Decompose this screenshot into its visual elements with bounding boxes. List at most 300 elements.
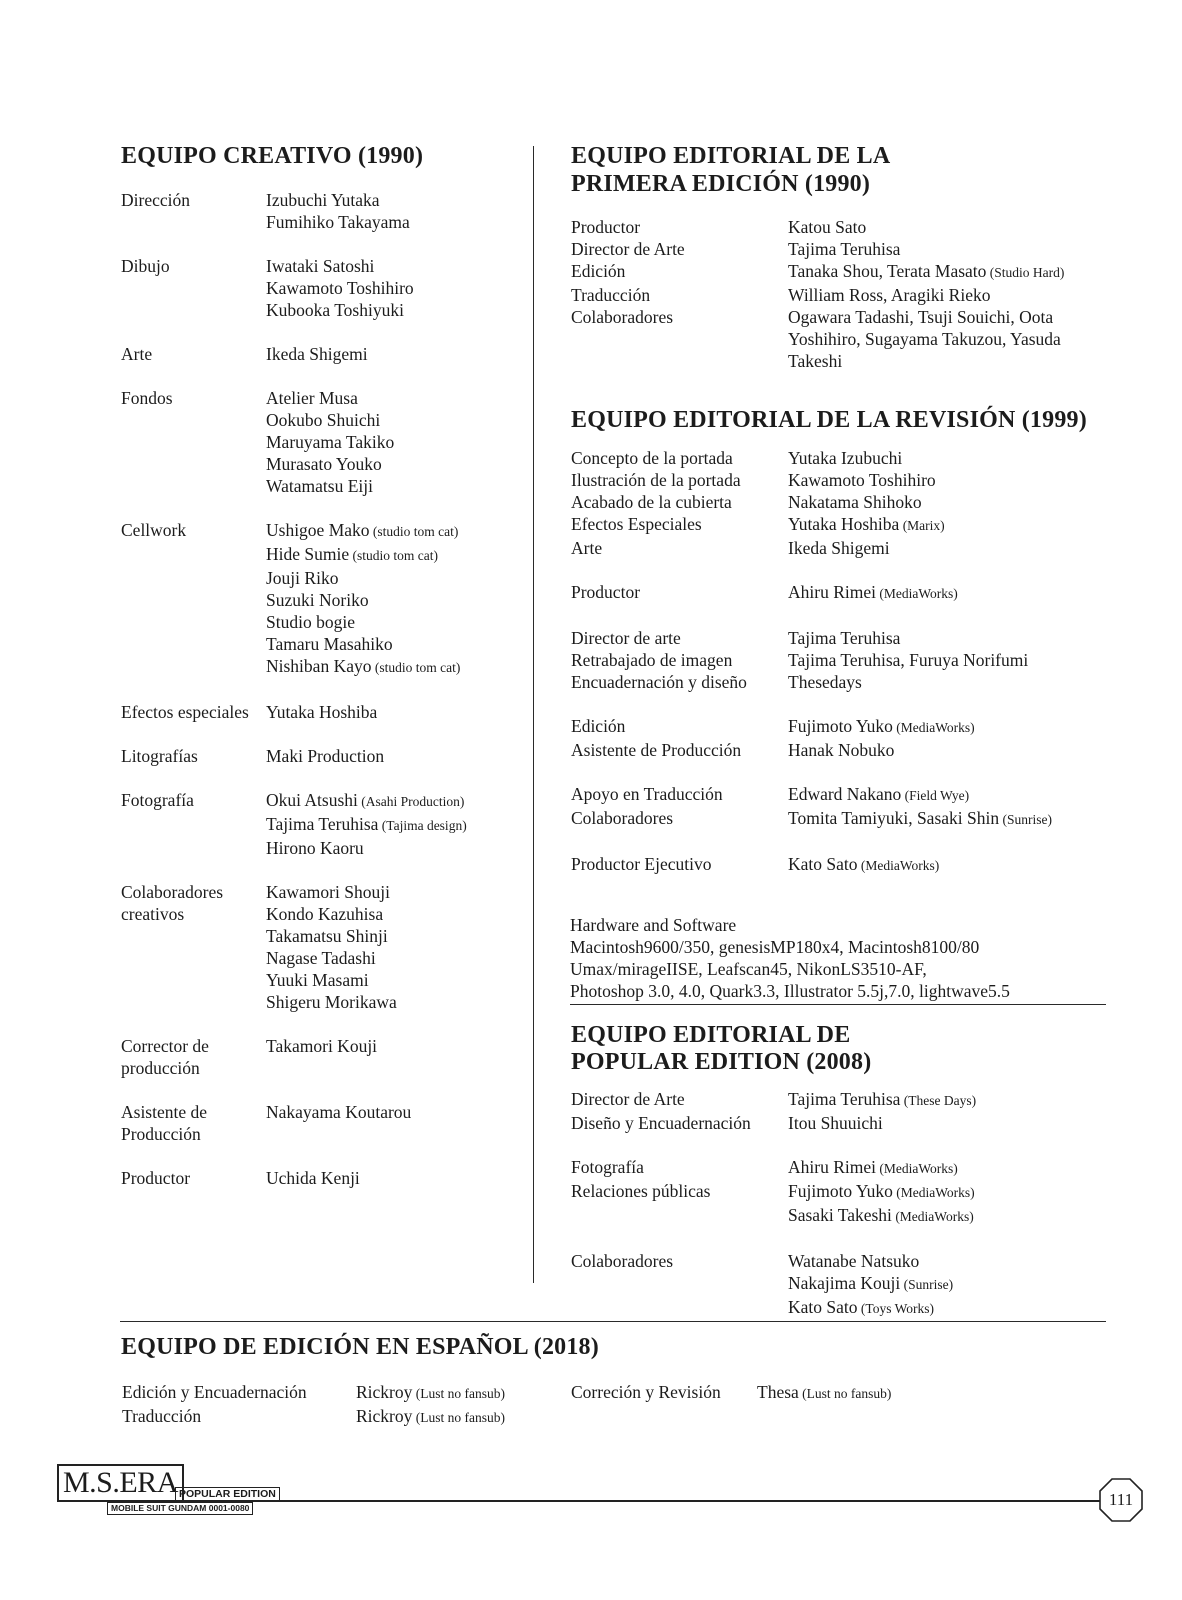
revision-title: EQUIPO EDITORIAL DE LA REVISIÓN (1999) <box>571 407 1087 433</box>
credit-name: Kondo Kazuhisa <box>266 904 384 924</box>
credit-name: Takamori Kouji <box>266 1036 378 1056</box>
hardware-heading: Hardware and Software <box>570 915 737 935</box>
credit-affiliation: (MediaWorks) <box>896 1185 975 1200</box>
credit-name-line <box>266 589 521 611</box>
credit-name-line <box>266 409 521 431</box>
credit-group <box>121 1167 521 1189</box>
credit-row <box>571 537 1111 559</box>
credit-group <box>571 1156 1111 1228</box>
credit-group <box>121 519 521 679</box>
credit-names <box>788 447 1111 469</box>
credit-names <box>266 189 521 233</box>
credit-role: Edición <box>571 261 626 281</box>
credit-role: Colaboradores <box>571 307 674 327</box>
credit-names <box>788 581 1111 605</box>
credit-row <box>571 284 1111 306</box>
credit-name-line <box>788 447 1111 469</box>
credit-name: Yuuki Masami <box>266 970 369 990</box>
credit-role: Acabado de la cubierta <box>571 492 732 512</box>
credit-name-line <box>266 431 521 453</box>
credit-affiliation: (studio tom cat) <box>372 524 459 539</box>
credit-group <box>571 216 1111 372</box>
credit-name: Tamaru Masahiko <box>266 634 393 654</box>
credit-role: Fondos <box>121 388 173 408</box>
credit-name: Tomita Tamiyuki, Sasaki Shin <box>788 808 1000 828</box>
spanish-team-credits-right <box>571 1381 1111 1427</box>
credit-role: Corrector de producción <box>121 1036 209 1078</box>
column-divider <box>533 146 534 1283</box>
credit-name-line <box>788 807 1111 831</box>
credit-row <box>571 715 1111 739</box>
first-edition-credits <box>571 216 1111 394</box>
credit-role: Retrabajado de imagen <box>571 650 733 670</box>
credit-name-line <box>788 1272 1111 1296</box>
credit-role: Traducción <box>122 1406 202 1426</box>
credit-name-line <box>788 350 1111 372</box>
credit-row <box>571 447 1111 469</box>
credit-names <box>266 519 521 679</box>
credit-name-line <box>266 453 521 475</box>
credit-name: Kawamoto Toshihiro <box>266 278 414 298</box>
first-edition-title: EQUIPO EDITORIAL DE LA PRIMERA EDICIÓN (1990) <box>571 143 891 197</box>
credit-names <box>266 1101 521 1145</box>
popular-edition-title: EQUIPO EDITORIAL DE POPULAR EDITION (2008) <box>571 1022 872 1075</box>
credit-group <box>121 1101 521 1145</box>
hardware-rule <box>570 1004 1106 1005</box>
credit-affiliation: (MediaWorks) <box>895 1209 974 1224</box>
credit-name: Ushigoe Mako <box>266 520 370 540</box>
credit-affiliation: (MediaWorks) <box>860 858 940 873</box>
credit-name: Ahiru Rimei <box>788 1157 876 1177</box>
credit-affiliation: (MediaWorks) <box>879 1161 958 1176</box>
credit-row <box>571 513 1111 537</box>
credit-row <box>571 807 1111 831</box>
credit-name-line <box>266 1167 521 1189</box>
credit-name: Hanak Nobuko <box>788 740 895 760</box>
credit-name-line <box>266 903 521 925</box>
credit-name: Murasato Youko <box>266 454 382 474</box>
credit-name-line <box>788 1088 1111 1112</box>
credit-name-line <box>266 343 521 365</box>
credit-row <box>121 189 521 233</box>
credit-row <box>121 1101 521 1145</box>
credit-row <box>122 1405 562 1429</box>
credit-role: Fotografía <box>571 1157 644 1177</box>
credit-role: Director de arte <box>571 628 681 648</box>
credit-name-line <box>788 581 1111 605</box>
credit-role: Director de Arte <box>571 1089 685 1109</box>
credit-names <box>266 1167 521 1189</box>
credit-name-line <box>788 739 1111 761</box>
credit-name: Suzuki Noriko <box>266 590 369 610</box>
credit-names <box>788 537 1111 559</box>
credit-names <box>266 387 521 497</box>
credit-role: Productor Ejecutivo <box>571 854 712 874</box>
credit-name-line <box>788 216 1111 238</box>
credit-names <box>788 1250 1111 1320</box>
credit-affiliation: (Asahi Production) <box>361 794 465 809</box>
credit-name-line <box>266 925 521 947</box>
credit-affiliation: (Lust no fansub) <box>415 1386 505 1401</box>
credit-name-line <box>788 328 1111 350</box>
credit-name-line <box>266 789 521 813</box>
credit-name: Maki Production <box>266 746 385 766</box>
credit-name-line <box>266 567 521 589</box>
revision-credits <box>571 447 1111 899</box>
credit-name-line <box>757 1381 1111 1405</box>
credit-name-line <box>266 387 521 409</box>
credit-name-line <box>266 277 521 299</box>
credit-group <box>121 745 521 767</box>
credit-name: Studio bogie <box>266 612 355 632</box>
credit-names <box>788 284 1111 306</box>
creative-team-title: EQUIPO CREATIVO (1990) <box>121 143 424 169</box>
credit-row <box>571 627 1111 649</box>
credit-name: Jouji Riko <box>266 568 339 588</box>
credit-names <box>788 1112 1111 1134</box>
credit-name: Shigeru Morikawa <box>266 992 397 1012</box>
credit-name: Nakajima Kouji <box>788 1273 901 1293</box>
credit-name: Tajima Teruhisa <box>266 814 379 834</box>
credit-name-line <box>788 238 1111 260</box>
credit-name: Ookubo Shuichi <box>266 410 381 430</box>
credit-name-line <box>266 947 521 969</box>
credit-name-line <box>788 1156 1111 1180</box>
credit-name: William Ross, Aragiki Rieko <box>788 285 991 305</box>
credit-name: Rickroy <box>356 1406 413 1426</box>
credit-names <box>788 469 1111 491</box>
credit-row <box>571 853 1111 877</box>
credit-name-line <box>266 633 521 655</box>
credit-affiliation: (Sunrise) <box>1002 812 1052 827</box>
credit-name-line <box>788 284 1111 306</box>
credit-name-line <box>788 537 1111 559</box>
credit-names <box>788 1156 1111 1180</box>
popular-edition-credits <box>571 1088 1111 1342</box>
credit-group <box>571 783 1111 831</box>
credit-names <box>356 1381 562 1405</box>
credit-name-line <box>266 211 521 233</box>
series-subtitle: MOBILE SUIT GUNDAM 0001-0080 <box>107 1502 253 1515</box>
credit-name: Yutaka Izubuchi <box>788 448 903 468</box>
credit-role: Dirección <box>121 190 190 210</box>
credit-names <box>266 343 521 365</box>
credit-group <box>121 189 521 233</box>
credit-name: Takamatsu Shinji <box>266 926 388 946</box>
credit-names <box>788 649 1111 671</box>
credit-row <box>121 343 521 365</box>
credit-affiliation: (Tajima design) <box>381 818 467 833</box>
credit-name-line <box>266 299 521 321</box>
credit-name: Kubooka Toshiyuki <box>266 300 404 320</box>
credit-group <box>121 701 521 723</box>
credit-name-line <box>266 189 521 211</box>
credit-names <box>788 491 1111 513</box>
credit-name: Nagase Tadashi <box>266 948 376 968</box>
credit-names <box>266 745 521 767</box>
credit-role: Asistente de Producción <box>121 1102 208 1144</box>
credit-row <box>571 783 1111 807</box>
credit-name: Maruyama Takiko <box>266 432 395 452</box>
credit-name-line <box>266 701 521 723</box>
credit-name: Izubuchi Yutaka <box>266 190 380 210</box>
credit-affiliation: (Studio Hard) <box>989 265 1065 280</box>
credit-role: Colaboradores <box>571 808 674 828</box>
credit-row <box>121 255 521 321</box>
credit-affiliation: (studio tom cat) <box>352 548 438 563</box>
credit-group <box>571 715 1111 761</box>
spanish-team-credits-left <box>122 1381 562 1451</box>
credit-name: Yutaka Hoshiba <box>788 514 900 534</box>
credit-name-line <box>788 306 1111 328</box>
credit-group <box>122 1381 562 1429</box>
spanish-team-title: EQUIPO DE EDICIÓN EN ESPAÑOL (2018) <box>121 1334 599 1360</box>
credit-name-line <box>788 715 1111 739</box>
credit-name-line <box>788 853 1111 877</box>
credit-row <box>571 238 1111 260</box>
credit-names <box>266 701 521 723</box>
credit-role: Director de Arte <box>571 239 685 259</box>
credit-name: Uchida Kenji <box>266 1168 360 1188</box>
credit-role: Dibujo <box>121 256 170 276</box>
credit-name-line <box>788 1204 1111 1228</box>
credit-name: Yutaka Hoshiba <box>266 702 378 722</box>
credit-role: Cellwork <box>121 520 187 540</box>
credit-row <box>571 1112 1111 1134</box>
credit-name: Kato Sato <box>788 854 858 874</box>
credit-role: Concepto de la portada <box>571 448 733 468</box>
credit-group <box>571 853 1111 877</box>
credit-names <box>266 881 521 1013</box>
credit-group <box>571 627 1111 693</box>
credit-name-line <box>266 519 521 543</box>
credit-role: Litografías <box>121 746 198 766</box>
credit-names <box>788 1180 1111 1228</box>
credit-name: Kawamori Shouji <box>266 882 390 902</box>
credit-names <box>788 216 1111 238</box>
footer-rule <box>175 1500 1105 1502</box>
credit-row <box>121 881 521 1013</box>
credit-group <box>121 789 521 859</box>
credit-name: Edward Nakano <box>788 784 902 804</box>
credit-name: Tajima Teruhisa <box>788 239 901 259</box>
credit-name: Ikeda Shigemi <box>266 344 368 364</box>
credit-name: Tanaka Shou, Terata Masato <box>788 261 987 281</box>
credit-name-line <box>788 1250 1111 1272</box>
credit-role: Fotografía <box>121 790 194 810</box>
credit-name-line <box>266 475 521 497</box>
credit-row <box>571 1156 1111 1180</box>
credit-name: Rickroy <box>356 1382 413 1402</box>
credit-name-line <box>266 969 521 991</box>
popular-edition-badge: POPULAR EDITION <box>175 1487 280 1502</box>
credit-name: Tajima Teruhisa, Furuya Norifumi <box>788 650 1029 670</box>
credit-names <box>356 1405 562 1429</box>
credit-name: Tajima Teruhisa <box>788 1089 901 1109</box>
credit-row <box>121 387 521 497</box>
hardware-software <box>570 914 1010 1002</box>
credit-affiliation: (studio tom cat) <box>374 660 461 675</box>
credit-role: Colaboradores creativos <box>121 882 224 924</box>
ms-era-logo: M.S.ERA <box>57 1464 184 1502</box>
credit-row <box>571 1381 1111 1405</box>
credit-name-line <box>266 1035 521 1057</box>
credit-affiliation: (Lust no fansub) <box>415 1410 505 1425</box>
credit-name-line <box>788 649 1111 671</box>
hardware-line: Umax/mirageIISE, Leafscan45, NikonLS3510-AF, <box>570 959 927 979</box>
credit-group <box>571 1250 1111 1320</box>
credit-name-line <box>356 1381 562 1405</box>
credit-name: Nishiban Kayo <box>266 656 372 676</box>
credit-name: Fujimoto Yuko <box>788 716 893 736</box>
credit-name: Ahiru Rimei <box>788 582 876 602</box>
credit-names <box>788 306 1111 372</box>
credit-role: Relaciones públicas <box>571 1181 711 1201</box>
credit-name-line <box>266 881 521 903</box>
credit-group <box>121 255 521 321</box>
credit-name-line <box>788 783 1111 807</box>
credit-names <box>788 715 1111 739</box>
credit-row <box>121 1167 521 1189</box>
credit-role: Productor <box>121 1168 191 1188</box>
credit-name: Hide Sumie <box>266 544 350 564</box>
credit-row <box>571 216 1111 238</box>
credit-names <box>788 238 1111 260</box>
credit-names <box>266 1035 521 1079</box>
credit-row <box>571 469 1111 491</box>
credit-row <box>122 1381 562 1405</box>
credit-name: Thesa <box>757 1382 799 1402</box>
credit-row <box>571 581 1111 605</box>
credit-role: Ilustración de la portada <box>571 470 741 490</box>
credit-name-line <box>266 543 521 567</box>
credit-name: Tajima Teruhisa <box>788 628 901 648</box>
credit-name: Hirono Kaoru <box>266 838 364 858</box>
credit-name: Kawamoto Toshihiro <box>788 470 936 490</box>
credit-name: Katou Sato <box>788 217 867 237</box>
credit-names <box>788 260 1111 284</box>
credit-row <box>571 260 1111 284</box>
credit-name-line <box>788 1180 1111 1204</box>
credit-name-line <box>266 991 521 1013</box>
credit-name-line <box>266 1101 521 1123</box>
credit-names <box>757 1381 1111 1405</box>
credit-name-line <box>356 1405 562 1429</box>
credit-name-line <box>788 469 1111 491</box>
credit-role: Correción y Revisión <box>571 1382 721 1402</box>
credit-role: Colaboradores <box>571 1251 674 1271</box>
creative-team-credits <box>121 189 521 1211</box>
credit-affiliation: (Field Wye) <box>904 788 970 803</box>
credit-role: Productor <box>571 217 641 237</box>
credit-group <box>121 343 521 365</box>
credit-names <box>788 853 1111 877</box>
credit-role: Arte <box>571 538 603 558</box>
credit-row <box>571 739 1111 761</box>
credit-name: Watamatsu Eiji <box>266 476 373 496</box>
credit-group <box>121 387 521 497</box>
credit-row <box>571 491 1111 513</box>
credit-name-line <box>788 491 1111 513</box>
credit-role: Traducción <box>571 285 651 305</box>
credit-affiliation: (These Days) <box>903 1093 977 1108</box>
credit-affiliation: (Toys Works) <box>860 1301 934 1316</box>
credit-name: Nakatama Shihoko <box>788 492 922 512</box>
credit-name-line <box>788 513 1111 537</box>
credit-role: Efectos Especiales <box>571 514 702 534</box>
credit-role: Edición y Encuadernación <box>122 1382 307 1402</box>
credit-group <box>571 1381 1111 1405</box>
credit-names <box>788 1088 1111 1112</box>
credit-name-line <box>266 611 521 633</box>
credit-name: Fumihiko Takayama <box>266 212 410 232</box>
credit-name: Fujimoto Yuko <box>788 1181 893 1201</box>
credit-name-line <box>266 255 521 277</box>
credit-affiliation: (Lust no fansub) <box>802 1386 892 1401</box>
credit-name: Sasaki Takeshi <box>788 1205 892 1225</box>
credit-name: Itou Shuuichi <box>788 1113 883 1133</box>
credit-role: Productor <box>571 582 641 602</box>
credit-row <box>121 519 521 679</box>
credit-group <box>121 1035 521 1079</box>
credit-name-line <box>266 655 521 679</box>
hardware-line: Macintosh9600/350, genesisMP180x4, Macintosh8100/80 <box>570 937 980 957</box>
page-number-badge <box>1098 1477 1144 1523</box>
credit-names <box>788 739 1111 761</box>
credit-role: Arte <box>121 344 153 364</box>
credit-name-line <box>266 745 521 767</box>
credit-affiliation: (MediaWorks) <box>879 586 958 601</box>
credit-role: Encuadernación y diseño <box>571 672 747 692</box>
credit-name-line <box>266 837 521 859</box>
credit-row <box>571 649 1111 671</box>
credit-row <box>121 1035 521 1079</box>
credit-group <box>571 581 1111 605</box>
credit-names <box>788 627 1111 649</box>
credit-name: Ogawara Tadashi, Tsuji Souichi, Oota <box>788 307 1054 327</box>
credit-name-line <box>788 627 1111 649</box>
credit-group <box>571 447 1111 559</box>
credit-role: Edición <box>571 716 626 736</box>
credit-role: Apoyo en Traducción <box>571 784 723 804</box>
credit-row <box>571 1250 1111 1320</box>
credit-group <box>121 881 521 1013</box>
credit-role: Asistente de Producción <box>571 740 742 760</box>
credit-row <box>571 1088 1111 1112</box>
credit-name-line <box>266 813 521 837</box>
credit-name: Nakayama Koutarou <box>266 1102 412 1122</box>
credit-name-line <box>788 1296 1111 1320</box>
credit-affiliation: (Marix) <box>902 518 945 533</box>
credit-row <box>571 306 1111 372</box>
credit-name: Kato Sato <box>788 1297 858 1317</box>
credit-name: Takeshi <box>788 351 843 371</box>
credit-name: Yoshihiro, Sugayama Takuzou, Yasuda <box>788 329 1061 349</box>
credit-name-line <box>788 671 1111 693</box>
credit-names <box>788 783 1111 807</box>
credit-row <box>571 1180 1111 1228</box>
credit-name-line <box>788 260 1111 284</box>
credit-row <box>121 701 521 723</box>
credit-name: Thesedays <box>788 672 862 692</box>
credit-names <box>266 789 521 859</box>
credit-names <box>788 671 1111 693</box>
credit-row <box>121 789 521 859</box>
credit-name: Iwataki Satoshi <box>266 256 375 276</box>
credit-group <box>571 1088 1111 1134</box>
credit-role: Diseño y Encuadernación <box>571 1113 751 1133</box>
page-number: 111 <box>1108 1490 1134 1509</box>
